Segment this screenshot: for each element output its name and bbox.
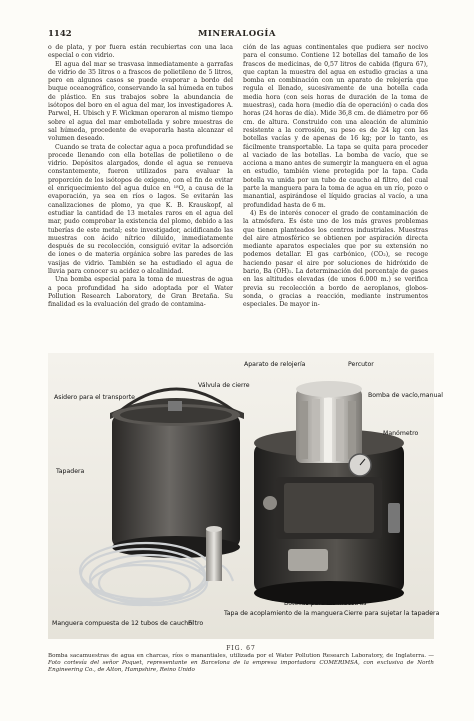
label-handle: Asidero para el transporte xyxy=(54,394,135,401)
running-title: MINERALOGÍA xyxy=(197,29,276,39)
filter xyxy=(206,526,222,581)
label-clockwork: Aparato de relojería xyxy=(244,361,306,368)
label-gauge: Manómetro xyxy=(383,430,419,437)
left-column xyxy=(48,44,233,310)
page-header xyxy=(48,29,426,41)
label-coupling: Tapa de acoplamiento de la manguera xyxy=(224,610,343,617)
sampler-illustration xyxy=(48,353,443,639)
label-valve: Válvula de cierre xyxy=(198,382,250,389)
paragraph: Cuando se trata de colectar agua a poca profundidad se procede llenando con ella botellas de polietileno o de vidrio. Depósitos alargados, donde el agua se renueva constantemente, fueron utilizados para evaluar la proporción de los isótopos de oxígeno, con el fin de evitar el enriquecimiento del agua dulce en ¹⁸O, a causa de la evaporación, ya sea en ríos o lagos. Se evitarán las canalizaciones de plomo, ya que K. B. Krauskopf, al estudiar la cantidad de 13 metales raros en el agua del mar, pudo comprobar la existencia del plomo, debido a las tuberías de este metal; este investigador, acidificando las muestras con ácido nítrico diluido, inmediatamente después de su recolección, consiguió evitar la adsorción de iones o de materia orgánica sobre las paredes de las vasijas de vidrio. También se ha estudiado el agua de lluvia para conocer su acidez o alcalinidad. xyxy=(48,143,233,276)
hose-coupling xyxy=(288,549,328,571)
caption-credit: Foto cortesía del señor Poquet, representante en Barcelona de la empresa importadora COMERIMSA, con exclusiva de North Engineering Co., de Alton, Hampshire, Reino Unido xyxy=(48,660,434,674)
figure-number: FIG. 67 xyxy=(226,645,256,652)
lid-clamp xyxy=(388,503,400,533)
right-column xyxy=(243,44,428,310)
label-striker: Percutor xyxy=(348,361,374,368)
label-filter: Filtro xyxy=(188,620,204,627)
paragraph: Una bomba especial para la toma de muestras de agua a poca profundidad ha sido adoptada por el Water Pollution Research Laboratory, de Gran Bretaña. Su finalidad es la evaluación del grado de contamina- xyxy=(48,276,233,309)
label-pump: Bomba de vacío,manual xyxy=(368,392,443,399)
paragraph: ción de las aguas continentales que pudiera ser nocivo para el consumo. Contiene 12 botellas del tamaño de los frascos de medicinas, de 0,57 litros de cabida (figura 67), que captan la muestra del agua en estudio gracias a una bomba en combinación con un aparato de relojería que regula el llenado, sucesivamente de una botella cada media hora (con seis horas de duración de la toma de muestras), cada hora (medio día de operación) o cada dos horas (24 horas de día). Mide 36,8 cm. de diámetro por 66 cm. de altura. Construido con una aleación de aluminio resistente a la corrosión, su peso es de 24 kg con las botellas vacías y de apenas de 16 kg; por lo tanto, es fácilmente transportable. La tapa se quita para proceder al vaciado de las botellas. La bomba de vacío, que se acciona a mano antes de sumergir la manguera en el agua en estudio, también viene protegida por la tapa. Cada botella va unida por un tubo de caucho al filtro, del cual parte la manguera para la toma de agua en un río, pozo o manantial, aspirándose el líquido gracias al vacío, a una profundidad hasta de 6 m. xyxy=(243,44,428,209)
valve xyxy=(168,401,182,411)
figure-caption: Bomba sacamuestras de agua en charcas, ríos o manantiales, utilizada por el Water Pollution Research Laboratory, de Inglaterra. — Foto cortesía del señor Poquet, representante en Barcelona de la empresa importadora COMERIMSA, con exclusiva de North Engineering Co., de Alton, Hampshire, Reino Unido xyxy=(48,653,434,674)
label-hose: Manguera compuesta de 12 tubos de caucho xyxy=(52,620,193,627)
paragraph: 4) Es de interés conocer el grado de contaminación de la atmósfera. Es éste uno de los más graves problemas que tienen planteados los centros industriales. Muestras del aire atmosférico se obtienen por aspiración directa mediante aparatos especiales que por su extensión no podemos detallar. El gas carbónico, (CO₂), se recoge haciendo pasar el aire por soluciones de hidróxido de bario, Ba (OH)₂. La determinación del porcentaje de gases en las altitudes elevadas (de unos 6.000 m.) se verifica previa su recolección a bordo de aeroplanos, globos-sonda, o gracias a reacción, mediante instrumentos especiales. De mayor in- xyxy=(243,209,428,309)
label-bottles: Botellas para las muestras xyxy=(284,600,367,607)
lid-drum xyxy=(110,389,244,558)
page-number: 1142 xyxy=(48,29,72,39)
label-lid: Tapadera xyxy=(56,468,85,475)
bottle-carousel xyxy=(296,381,362,463)
paragraph: El agua del mar se trasvasa inmediatamente a garrafas de vidrio de 35 litros o a frascos de polietileno de 5 litros, pero en algunos casos se puede evaporar a bordo del buque oceanográfico, conservando la sal húmeda en tubos de plástico. En sus trabajos sobre la abundancia de isótopos del boro en el agua del mar, los investigadores A. Parwel, H. Ubisch y F. Wickman operaron al mismo tiempo sobre el agua del mar embotellada y sobre muestras de sal húmeda, procedente de evaporarla hasta alcanzar el volumen deseado. xyxy=(48,60,233,143)
label-clamp: Cierre para sujetar la tapadera xyxy=(344,610,440,617)
paragraph: o de plata, y por fuera están recubiertas con una laca especial o con vidrio. xyxy=(48,44,233,60)
caption-main: Bomba sacamuestras de agua en charcas, ríos o manantiales, utilizada por el Water Pollution Research Laboratory, de Inglaterra. xyxy=(48,653,427,659)
figure-photo xyxy=(48,353,443,639)
